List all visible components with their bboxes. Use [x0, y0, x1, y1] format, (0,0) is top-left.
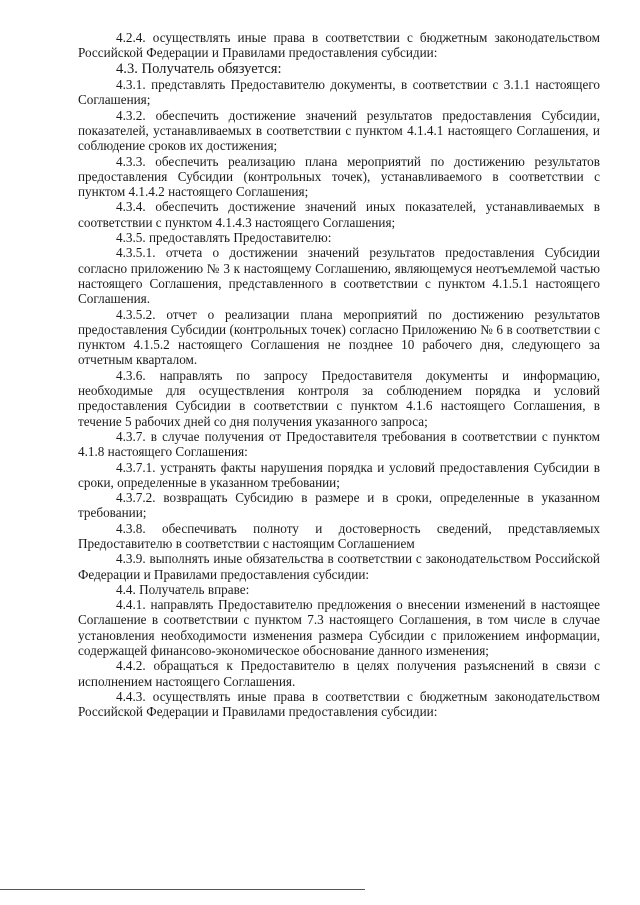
clause-4-3-5-1: 4.3.5.1. отчета о достижении значений результатов предоставления Субсидии согласно приложению № 3 к настоящему Соглашению, являющемуся неотъемлемой частью настоящего Соглашения, представленного в соответствии с пунктом 4.1.5.1 настоящего Соглашения. — [78, 245, 600, 307]
section-heading-4-3: 4.3. Получатель обязуется: — [116, 60, 282, 77]
clause-4-3-3: 4.3.3. обеспечить реализацию плана мероприятий по достижению результатов предоставления Субсидии (контрольных точек), устанавливаемого в соответствии с пунктом 4.1.4.2 настоящего Соглашения; — [78, 153, 600, 200]
clause-4-3-2: 4.3.2. обеспечить достижение значений результатов предоставления Субсидии, показателей, устанавливаемых в соответствии с пунктом 4.1.4.1 настоящего Соглашения, и соблюдение сроков их достижения; — [78, 107, 600, 154]
clause-4-3-6: 4.3.6. направлять по запросу Предоставителя документы и информацию, необходимые для осуществления контроля за соблюдением порядка и условий предоставления Субсидии в соответствии с пунктом 4.1.6 настоящего Соглашения, в течение 5 рабочих дней со дня получения указанного запроса; — [78, 367, 600, 429]
clause-4-4-1: 4.4.1. направлять Предоставителю предложения о внесении изменений в настоящее Соглашение в соответствии с пунктом 7.3 настоящего Соглашения, в том числе в случае установления необходимости изменения размера Субсидии с приложением информации, содержащей финансово-экономическое обоснование данного изменения; — [78, 597, 600, 659]
clause-4-3-1: 4.3.1. представлять Предоставителю документы, в соответствии с 3.1.1 настоящего Соглашения; — [78, 77, 600, 108]
clause-4-3-7-2: 4.3.7.2. возвращать Субсидию в размере и в сроки, определенные в указанном требовании; — [78, 490, 600, 521]
clause-4-4-3: 4.4.3. осуществлять иные права в соответствии с бюджетным законодательством Российской Федерации и Правилами предоставления субсидии: — [78, 688, 600, 720]
clause-4-3-8: 4.3.8. обеспечивать полноту и достоверность сведений, представляемых Предоставителю в соответствии с настоящим Соглашением — [78, 520, 600, 551]
clause-4-3-9: 4.3.9. выполнять иные обязательства в соответствии с законодательством Российской Федерации и Правилами предоставления субсидии: — [78, 551, 600, 582]
clause-4-4-2: 4.4.2. обращаться к Предоставителю в целях получения разъяснений в связи с исполнением настоящего Соглашения. — [78, 658, 600, 689]
clause-4-3-5-2: 4.3.5.2. отчет о реализации плана мероприятий по достижению результатов предоставления Субсидии (контрольных точек) согласно Приложению № 6 в соответствии с пунктом 4.1.5.2 настоящего Соглашения не позднее 10 рабочего дня, следующего за отчетным кварталом. — [78, 306, 600, 368]
clause-4-3-7-1: 4.3.7.1. устранять факты нарушения порядка и условий предоставления Субсидии в сроки, определенные в указанном требовании; — [78, 459, 600, 490]
clause-4-3-5: 4.3.5. предоставлять Предоставителю: — [116, 230, 332, 246]
section-heading-4-4: 4.4. Получатель вправе: — [116, 581, 250, 597]
clause-4-2-4: 4.2.4. осуществлять иные права в соответствии с бюджетным законодательством Российской Федерации и Правилами предоставления субсидии: — [78, 30, 600, 61]
footer-divider — [0, 889, 365, 890]
clause-4-3-4: 4.3.4. обеспечить достижение значений иных показателей, устанавливаемых в соответствии с пунктом 4.1.4.3 настоящего Соглашения; — [78, 199, 600, 230]
document-body — [78, 30, 600, 720]
clause-4-3-7: 4.3.7. в случае получения от Предоставителя требования в соответствии с пунктом 4.1.8 настоящего Соглашения: — [78, 428, 600, 460]
